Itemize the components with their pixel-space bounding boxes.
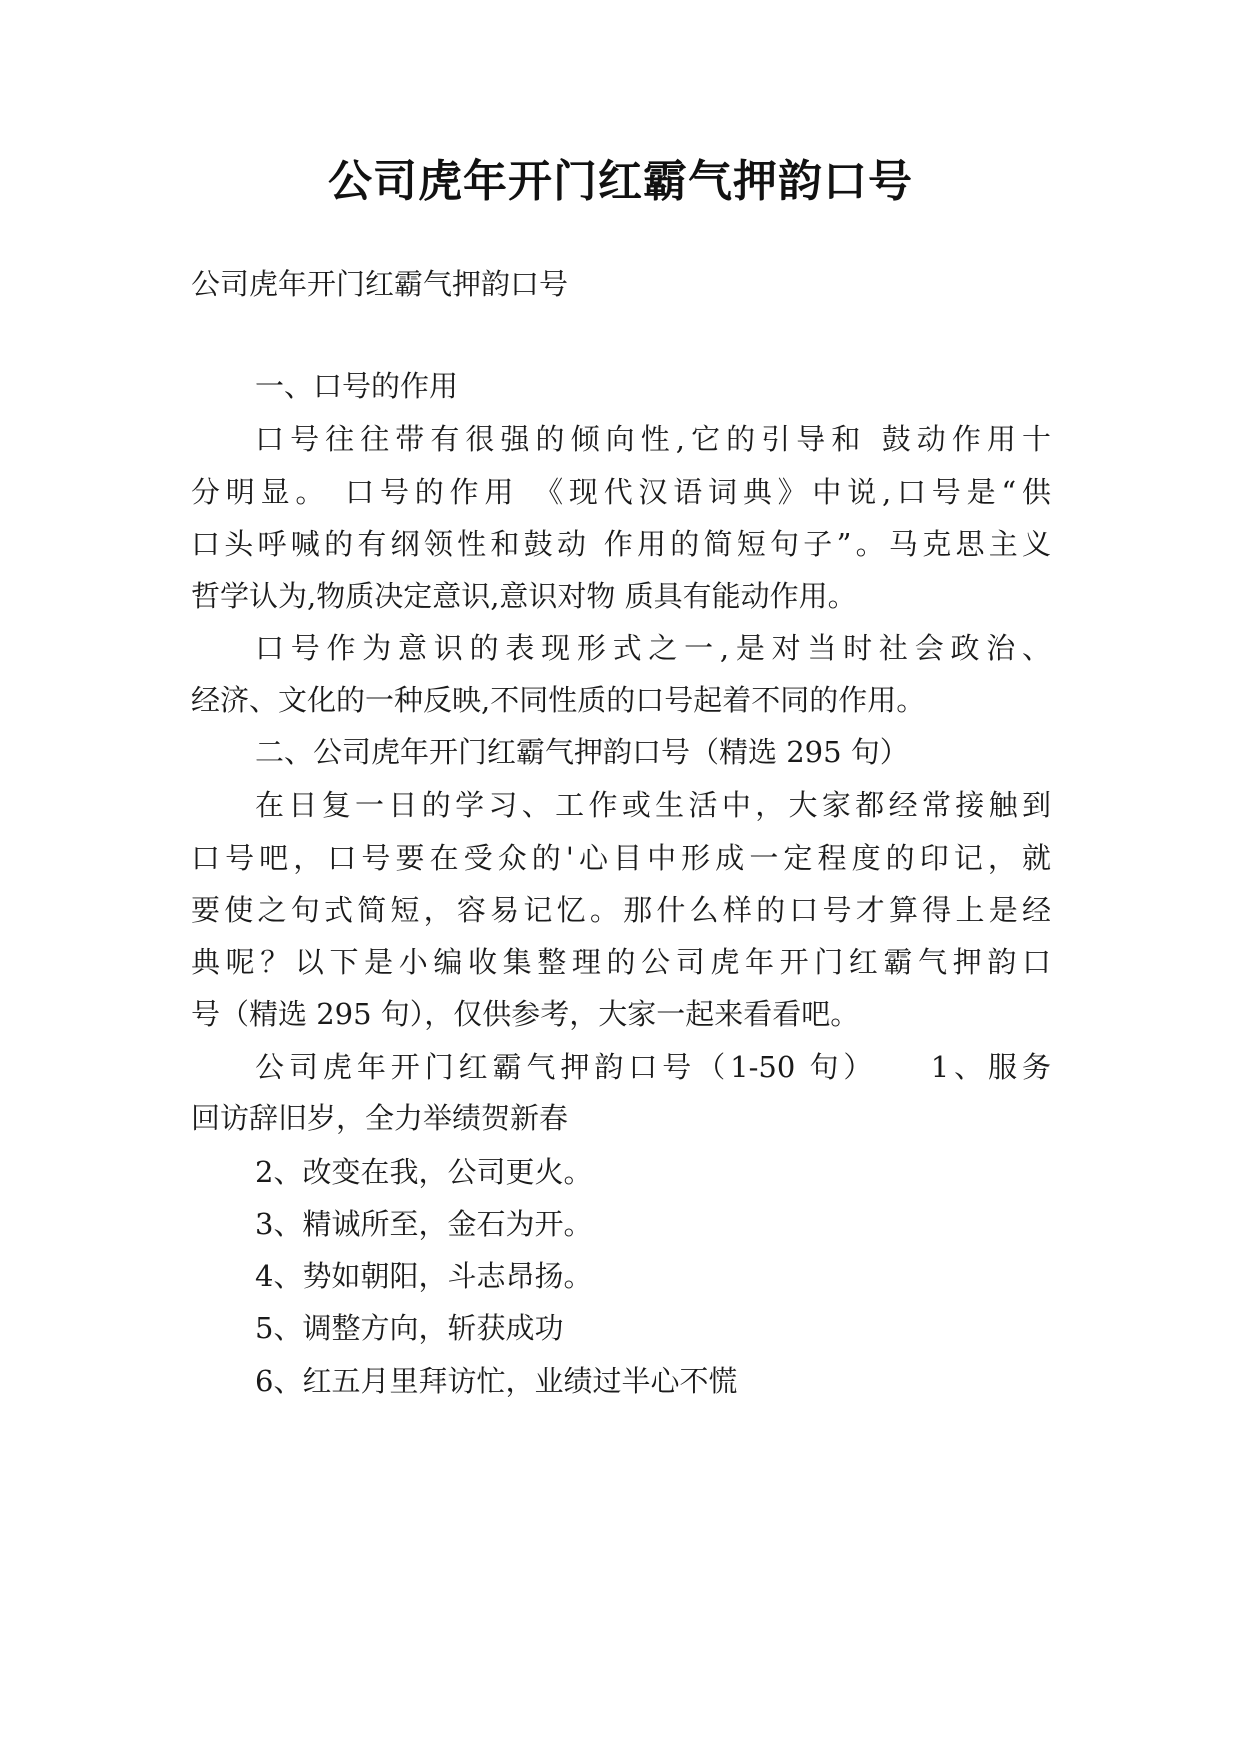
paragraph-line: 口号吧，口号要在受众的'心目中形成一定程度的印记，就 <box>191 841 1051 875</box>
list-item: 2、改变在我，公司更火。 <box>255 1155 593 1189</box>
paragraph-line: 口头呼喊的有纲领性和鼓动 作用的简短句子”。马克思主义 <box>191 527 1051 561</box>
list-item: 3、精诚所至，金石为开。 <box>255 1207 593 1241</box>
paragraph-line: 口号作为意识的表现形式之一,是对当时社会政治、 <box>255 631 1051 665</box>
list-item: 4、势如朝阳，斗志昂扬。 <box>255 1259 593 1293</box>
paragraph-line: 要使之句式简短，容易记忆。那什么样的口号才算得上是经 <box>191 893 1051 927</box>
section-heading-1: 一、口号的作用 <box>255 369 459 403</box>
paragraph-line: 公司虎年开门红霸气押韵口号（1-50 句） 1、服务 <box>255 1050 1051 1084</box>
section-heading-2: 二、公司虎年开门红霸气押韵口号（精选 295 句） <box>255 735 909 769</box>
paragraph-line: 在日复一日的学习、工作或生活中，大家都经常接触到 <box>255 788 1051 822</box>
list-item: 5、调整方向，斩获成功 <box>255 1311 564 1345</box>
list-item: 6、红五月里拜访忙，业绩过半心不慌 <box>255 1364 738 1398</box>
paragraph-line: 哲学认为,物质决定意识,意识对物 质具有能动作用。 <box>191 579 857 613</box>
document-title: 公司虎年开门红霸气押韵口号 <box>328 156 913 207</box>
paragraph-line: 回访辞旧岁，全力举绩贺新春 <box>191 1101 569 1135</box>
document-subtitle: 公司虎年开门红霸气押韵口号 <box>191 267 569 301</box>
paragraph-line: 经济、文化的一种反映,不同性质的口号起着不同的作用。 <box>191 683 926 717</box>
paragraph-line: 典呢？以下是小编收集整理的公司虎年开门红霸气押韵口 <box>191 945 1051 979</box>
paragraph-line: 口号往往带有很强的倾向性,它的引导和 鼓动作用十 <box>255 422 1051 456</box>
paragraph-line: 号（精选 295 句），仅供参考，大家一起来看看吧。 <box>191 997 860 1031</box>
paragraph-line: 分明显。 口号的作用 《现代汉语词典》中说,口号是“供 <box>191 475 1051 509</box>
